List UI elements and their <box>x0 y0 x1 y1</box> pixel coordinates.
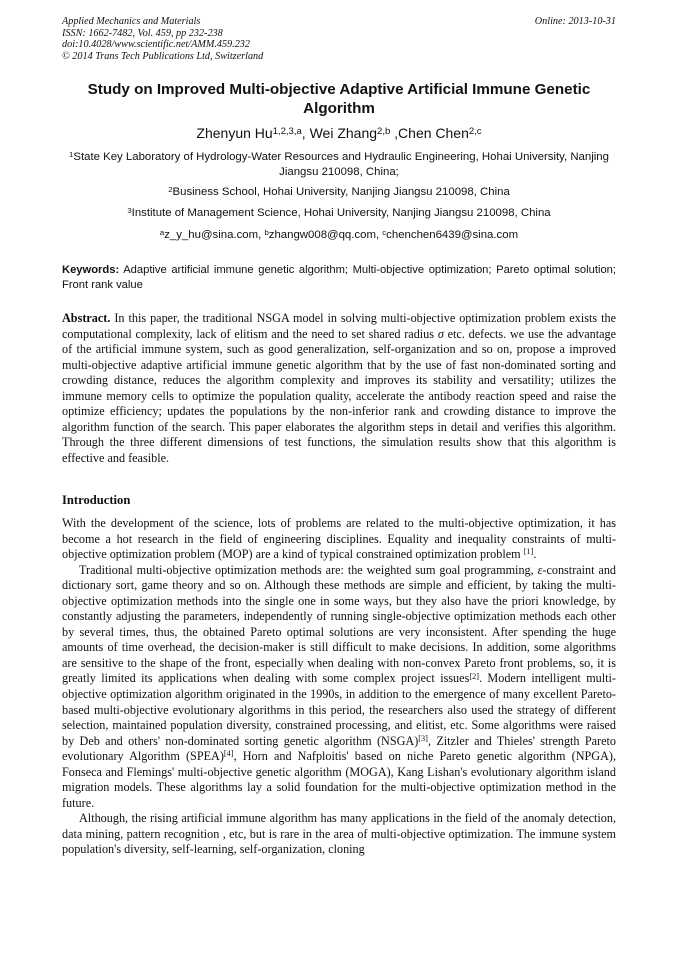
online-date: Online: 2013-10-31 <box>534 16 616 27</box>
copyright-line: © 2014 Trans Tech Publications Ltd, Switzerland <box>62 50 264 62</box>
affiliation-number: 2 <box>168 184 173 194</box>
epsilon-symbol: ε <box>537 562 543 577</box>
intro-paragraph-2 <box>62 563 616 812</box>
intro-paragraph-3: Although, the rising artificial immune algorithm has many applications in the field of the anomaly detection, data mining, pattern recognition , etc, but is rare in the area of multi-objective optimization. The immune system population's diversity, self-learning, self-organization, cloning <box>62 811 616 857</box>
introduction-body <box>62 516 616 858</box>
email-mark: b <box>264 227 269 237</box>
author-affiliation-mark: 2,b <box>377 125 391 137</box>
keywords-text: Adaptive artificial immune genetic algorithm; Multi-objective optimization; Pareto optimal solution; Front rank value <box>62 264 616 291</box>
citation[interactable]: [3] <box>418 733 428 743</box>
affiliation-text: State Key Laboratory of Hydrology-Water Resources and Hydraulic Engineering, Hohai University, Nanjing Jiangsu 210098, China; <box>73 151 609 178</box>
affiliation-number: 1 <box>69 149 74 159</box>
abstract-label: Abstract. <box>62 311 111 325</box>
affiliation-text: Business School, Hohai University, Nanjing Jiangsu 210098, China <box>172 186 510 198</box>
journal-name: Applied Mechanics and Materials <box>62 16 201 27</box>
intro-text: With the development of the science, lots of problems are related to the multi-objective optimization, it has become a hot research in the field of engineering disciplines. Equality and inequality constraints of multi-objective optimization problem (MOP) are a kind of typical constrained optimization problem <box>62 516 616 562</box>
author-affiliation-mark: 1,2,3,a <box>272 125 302 137</box>
intro-text: , Horn and Nafploitis' based on niche Pareto genetic algorithm (NPGA), Fonseca and Flemings' multi-objective genetic algorithm (MOGA), Kang Lishan's evolutionary algorithm island migration models. These algorithms lay a solid foundation for the multi-objective optimization method in the future. <box>62 749 616 810</box>
introduction-heading: Introduction <box>62 493 131 507</box>
author-name: Wei Zhang <box>309 125 378 141</box>
abstract <box>62 311 616 466</box>
citation[interactable]: [4] <box>223 749 234 759</box>
intro-text: . Modern intelligent multi-objective optimization algorithm originated in the 1990s, in addition to the emergence of many excellent Pareto-based multi-objective evolutionary algorithms in this period, the researchers also used the strategy of different selection, maintained population diversity, constrained processing, and elitist, etc. Some algorithms were raised by Deb and others' non-dominated sorting genetic algorithm (NSGA) <box>62 671 616 748</box>
sigma-symbol: σ <box>437 326 444 341</box>
email-mark: c <box>382 227 387 237</box>
affiliation-3 <box>62 206 616 221</box>
email-a[interactable]: z_y_hu@sina.com, <box>164 229 262 241</box>
email-b[interactable]: zhangw008@qq.com, <box>268 229 380 241</box>
abstract-text-1: In this paper, the traditional NSGA model in solving multi-objective optimization problem exists the computational complexity, lack of elitism and the need to set shared radius <box>62 311 616 341</box>
abstract-text-2: etc. defects. we use the advantage of the artificial immune system, such as good generalization, self-organization and so on, propose a improved multi-objective adaptive artificial immune genetic algorithm that by the use of fast non-dominated sorting and crowding distance, reduces the algorithm complexity and improves its stability and versatility; utilizes the immune memory cells to optimize the population quality, accelerate the antibody reaction speed and raise the optimize efficiency; updates the populations by the non-inferior rank and crowding distance to improve the algorithm function of the search. This paper elaborates the algorithm steps in detail and verifies this algorithm. Through the three different dimensions of test functions, the simulation results show that this algorithm is effective and feasible. <box>62 326 617 465</box>
issn-line: ISSN: 1662-7482, Vol. 459, pp 232-238 <box>62 27 223 39</box>
affiliation-number: 3 <box>127 205 132 215</box>
email-c[interactable]: chenchen6439@sina.com <box>386 229 519 241</box>
intro-paragraph-1: With the development of the science, lots of problems are related to the multi-objective optimization, it has become a hot research in the field of engineering disciplines. Equality and inequality constraints of multi-objective optimization problem (MOP) are a kind of typical constrained optimization problem [1]. <box>62 516 616 562</box>
intro-text: , Zitzler and Thieles' strength Pareto evolutionary Algorithm (SPEA) <box>62 733 616 764</box>
doi-line: doi:10.4028/www.scientific.net/AMM.459.232 <box>62 39 250 51</box>
author-name: Zhenyun Hu <box>196 125 273 141</box>
affiliation-1 <box>62 150 616 179</box>
affiliation-text: Institute of Management Science, Hohai University, Nanjing Jiangsu 210098, China <box>131 207 551 219</box>
keywords <box>62 263 616 293</box>
intro-text: Traditional multi-objective optimization methods are: the weighted sum goal programming, <box>79 562 534 577</box>
citation[interactable]: [1] <box>523 547 534 557</box>
author-separator: , <box>390 125 399 141</box>
author-line <box>62 124 616 142</box>
journal-header <box>62 16 616 62</box>
email-line <box>62 228 616 243</box>
author-separator: , <box>301 125 310 141</box>
author-name: Chen Chen <box>398 125 469 141</box>
paper-title: Study on Improved Multi-objective Adaptive Artificial Immune Genetic Algorithm <box>87 81 591 117</box>
email-mark: a <box>159 227 165 237</box>
intro-text: -constraint and dictionary sort, game theory and so on. Although these methods are simple and efficient, by taking the multi-objective optimization methods into the single one in some ways, but they also have the priori knowledge, by constantly adjusting the parameters, independently of running single-objective optimization methods each other by several times, thus, the obtained Pareto optimal solutions are very inconsistent. After spending the huge amounts of time overhead, the decision-maker is still difficult to make decisions. In addition, some algorithms are sensitive to the shape of the front, especially when dealing with non-convex Pareto front problems, so, it is greatly limited its applications when dealing with some complex project issues <box>62 562 617 686</box>
keywords-label: Keywords: <box>62 264 120 276</box>
author-affiliation-mark: 2,c <box>468 125 482 137</box>
affiliation-2 <box>62 185 616 200</box>
citation[interactable]: [2] <box>469 671 479 681</box>
